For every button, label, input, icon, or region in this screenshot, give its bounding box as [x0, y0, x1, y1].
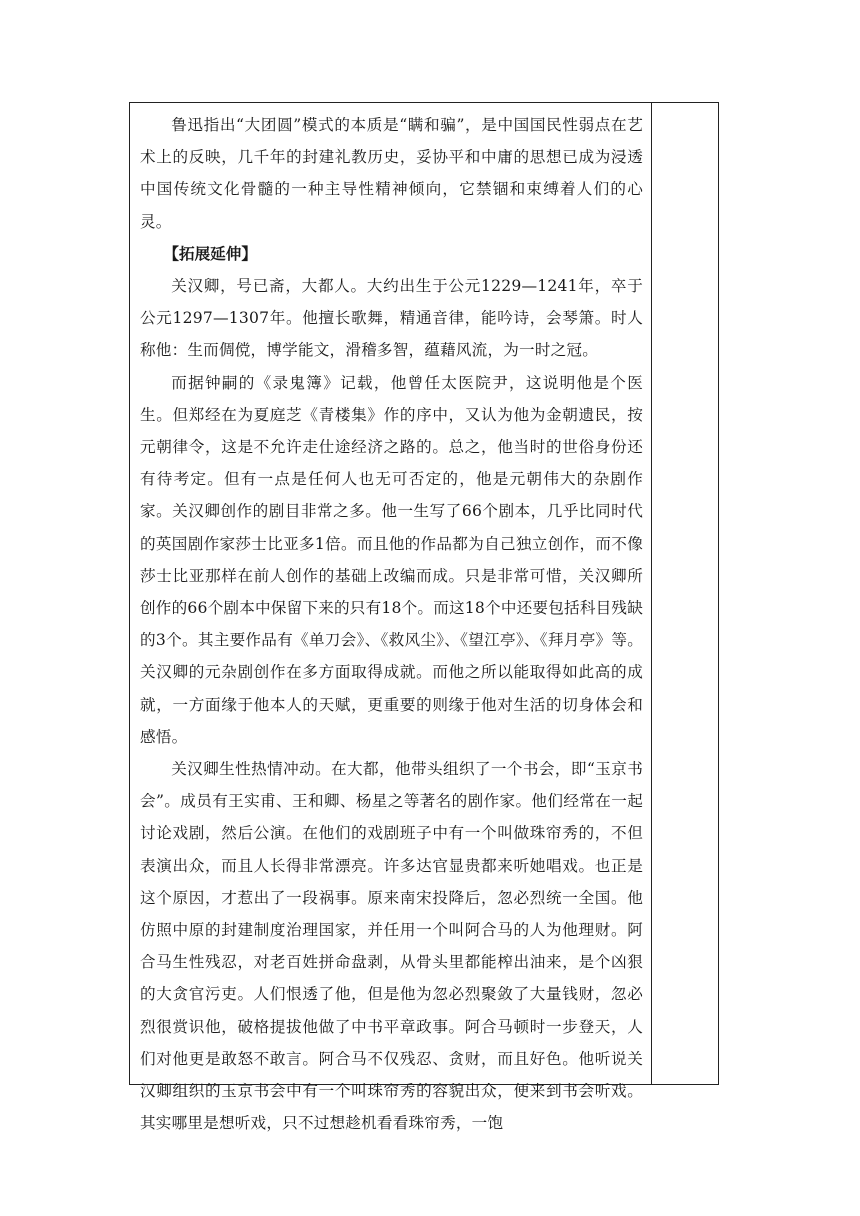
paragraph-datuanyuan: 鲁迅指出“大团圆”模式的本质是“瞒和骗”，是中国国民性弱点在艺术上的反映，几千年的封建礼教历史，妥协平和中庸的思想已成为浸透中国传统文化骨髓的一种主导性精神倾向，它禁锢和束缚着人们的心灵。 — [140, 116, 643, 231]
notes-cell — [652, 103, 718, 1084]
paragraph-yujing-shuhui: 关汉卿生性热情冲动。在大都，他带头组织了一个书会，即“玉京书会”。成员有王实甫、王和卿、杨星之等著名的剧作家。他们经常在一起讨论戏剧，然后公演。在他们的戏剧班子中有一个叫做珠帘秀的，不但表演出众，而且人长得非常漂亮。许多达官显贵都来听她唱戏。也正是这个原因，才惹出了一段祸事。原来南宋投降后，忽必烈统一全国。他仿照中原的封建制度治理国家，并任用一个叫阿合马的人为他理财。阿合马生性残忍，对老百姓拼命盘剥，从骨头里都能榨出油来，是个凶狠的大贪官污吏。人们恨透了他，但是他为忽必烈聚敛了大量钱财，忽必烈很赏识他，破格提拔他做了中书平章政事。阿合马顿时一步登天，人们对他更是敢怒不敢言。阿合马不仅残忍、贪财，而且好色。他听说关汉卿组织的玉京书会中有一个叫珠帘秀的容貌出众，便来到书会听戏。其实哪里是想听戏，只不过想趁机看看珠帘秀，一饱 — [140, 760, 643, 1133]
paragraph-guan-hanqing-bio: 关汉卿，号已斋，大都人。大约出生于公元1229—1241年，卒于公元1297—1307年。他擅长歌舞，精通音律，能吟诗，会琴箫。时人称他：生而倜傥，博学能文，滑稽多智，蕴藉风流，为一时之冠。 — [140, 277, 643, 360]
content-table — [129, 102, 719, 1133]
main-text-cell — [130, 103, 651, 1133]
section-heading-extension: 【拓展延伸】 — [163, 244, 257, 263]
paragraph-guan-hanqing-works: 而据钟嗣的《录鬼簿》记载，他曾任太医院尹，这说明他是个医生。但郑经在为夏庭芝《青楼集》作的序中，又认为他为金朝遗民，按元朝律令，这是不允许走仕途经济之路的。总之，他当时的世俗身份还有待考定。但有一点是任何人也无可否定的，他是元朝伟大的杂剧作家。关汉卿创作的剧目非常之多。他一生写了66个剧本，几乎比同时代的英国剧作家莎士比亚多1倍。而且他的作品都为自己独立创作，而不像莎士比亚那样在前人创作的基础上改编而成。只是非常可惜，关汉卿所创作的66个剧本中保留下来的只有18个。而这18个中还要包括科目残缺的3个。其主要作品有《单刀会》、《救风尘》、《望江亭》、《拜月亭》等。关汉卿的元杂剧创作在多方面取得成就。而他之所以能取得如此高的成就，一方面缘于他本人的天赋，更重要的则缘于他对生活的切身体会和感悟。 — [140, 373, 643, 746]
